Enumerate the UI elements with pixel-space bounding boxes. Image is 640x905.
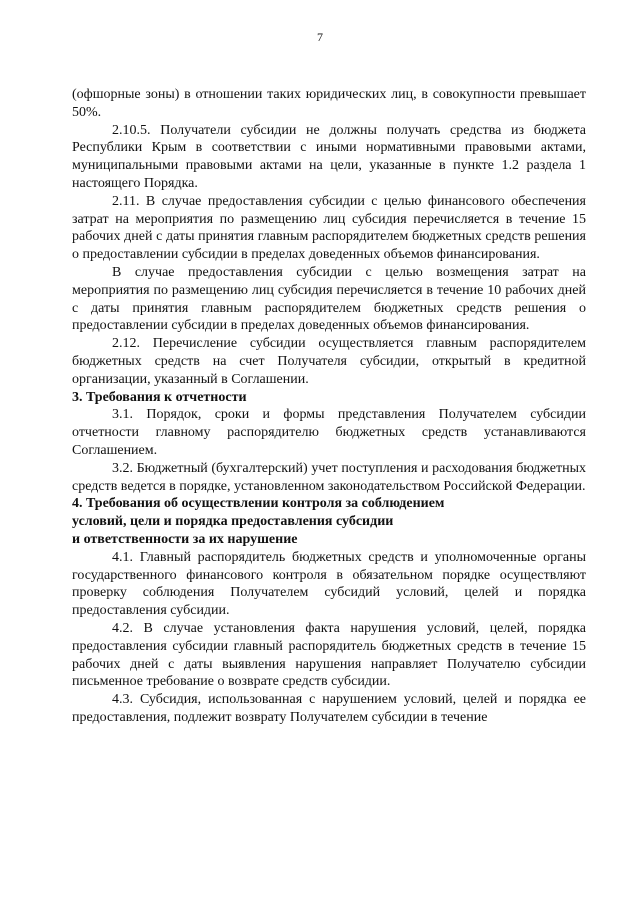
paragraph-2-11: 2.11. В случае предоставления субсидии с целью финансового обеспечения затрат на мероприятия по размещению лиц субсидия перечисляется в течение 15 рабочих дней с даты принятия главным распорядителем бюджетных средств решения о предоставлении субсидии в пределах доведенных объемов финансирования.	[72, 193, 586, 263]
section-4-heading-line-1: 4. Требования об осуществлении контроля за соблюдением	[72, 496, 445, 512]
page-number: 7	[317, 30, 323, 44]
paragraph-3-2: 3.2. Бюджетный (бухгалтерский) учет поступления и расходования бюджетных средств ведется в порядке, установленном законодательством Российской Федерации.	[72, 460, 586, 494]
section-4-heading-line-2: условий, цели и порядка предоставления субсидии	[72, 514, 394, 530]
paragraph-4-2: 4.2. В случае установления факта нарушения условий, целей, порядка предоставления субсидии главный распорядитель бюджетных средств в течение 15 рабочих дней с даты выявления нарушения направляет Получателю субсидии письменное требование о возврате средств субсидии.	[72, 620, 586, 690]
paragraph-2-10-5: 2.10.5. Получатели субсидии не должны получать средства из бюджета Республики Крым в соответствии с иными нормативными правовыми актами, муниципальными правовыми актами на цели, указанные в пункте 1.2 раздела 1 настоящего Порядка.	[72, 122, 586, 191]
section-4-heading-line-3: и ответственности за их нарушение	[72, 531, 298, 547]
document-body	[72, 86, 586, 727]
section-3-heading: 3. Требования к отчетности	[72, 389, 247, 405]
section-4-heading	[72, 495, 586, 548]
paragraph-2-11-reimbursement: В случае предоставления субсидии с целью возмещения затрат на мероприятия по размещению лиц субсидия перечисляется в течение 10 рабочих дней с даты принятия главным распорядителем бюджетных средств решения о предоставлении субсидии в пределах доведенных объемов финансирования.	[72, 264, 586, 334]
paragraph-continuation: (офшорные зоны) в отношении таких юридических лиц, в совокупности превышает 50%.	[72, 87, 586, 120]
paragraph-4-1: 4.1. Главный распорядитель бюджетных средств и уполномоченные органы государственного финансового контроля в обязательном порядке осуществляют проверку соблюдения Получателем субсидий условий, целей и порядка предоставления субсидии.	[72, 549, 586, 619]
paragraph-4-3: 4.3. Субсидия, использованная с нарушением условий, целей и порядка ее предоставления, подлежит возврату Получателем субсидии в течение	[72, 692, 586, 725]
paragraph-2-12: 2.12. Перечисление субсидии осуществляется главным распорядителем бюджетных средств на счет Получателя субсидии, открытый в кредитной организации, указанный в Соглашении.	[72, 336, 586, 387]
paragraph-3-1: 3.1. Порядок, сроки и формы представления Получателем субсидии отчетности главному распорядителю бюджетных средств устанавливаются Соглашением.	[72, 407, 586, 458]
